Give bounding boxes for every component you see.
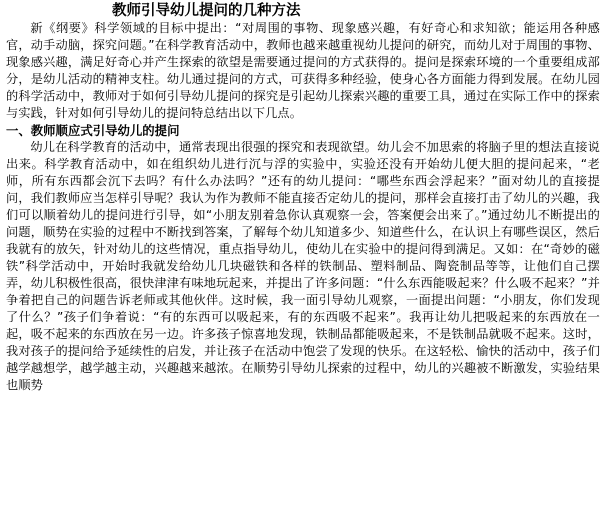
section-heading: 一、教师顺应式引导幼儿的提问 <box>6 123 180 138</box>
document-title: 教师引导幼儿提问的几种方法 <box>112 2 301 19</box>
intro-paragraph: 新《纲要》科学领域的目标中提出：“对周围的事物、现象感兴趣，有好奇心和求知欲；能运用各种感官，动手动脑，探究问题。”在科学教育活动中，教师也越来越重视幼儿提问的研究，而幼儿对于周围的事物、现象感兴趣，满足好奇心并产生探索的欲望是需要通过提问的方式获得的。提问是探索环境的一个重要组成部分，是幼儿活动的精神支柱。幼儿通过提问的方式，可获得多种经验，使身心各方面能力得到发展。在幼儿园的科学活动中，教师对于如何引导幼儿提问的探究是引起幼儿探索兴趣的重要工具，通过在实际工作中的探索与实践，针对如何引导幼儿的提问特总结出以下几点。 <box>6 21 600 120</box>
section-body-paragraph: 幼儿在科学教育的活动中，通常表现出很强的探究和表现欲望。幼儿会不加思索的将脑子里的想法直接说出来。科学教育活动中，如在组织幼儿进行沉与浮的实验中，实验还没有开始幼儿便大胆的提问起来，“老师，所有东西都会沉下去吗？有什么办法吗？”还有的幼儿提问：“哪些东西会浮起来？”面对幼儿的直接提问，我们教师应当怎样引导呢？我认为作为教师不能直接否定幼儿的提问，那样会直接打击了幼儿的兴趣，我们可以顺着幼儿的提问进行引导，如“小朋友别着急你认真观察一会，答案便会出来了。”通过幼儿不断提出的问题，顺势在实验的过程中不断找到答案，了解每个幼儿知道多少、知道些什么，在认识上有哪些误区，然后我就有的放矢，针对幼儿的这些情况，重点指导幼儿，使幼儿在实验中的提问得到满足。又如：在“奇妙的磁铁”科学活动中，开始时我就发给幼儿几块磁铁和各样的铁制品、塑料制品、陶瓷制品等等，让他们自己摆弄，幼儿积极性很高，很快津津有味地玩起来，并提出了许多问题：“什么东西能吸起来？什么吸不起来？”并争着把自己的问题告诉老师或其他伙伴。这时候，我一面引导幼儿观察，一面提出问题：“小朋友，你们发现了什么？”孩子们争着说：“有的东西可以吸起来，有的东西吸不起来”。我再让幼儿把吸起来的东西放在一起，吸不起来的东西放在另一边。许多孩子惊喜地发现，铁制品都能吸起来，不是铁制品就吸不起来。这时，我对孩子的提问给予延续性的启发，并让孩子在活动中饱尝了发现的快乐。在这轻松、愉快的活动中，孩子们越学越想学，越学越主动，兴趣越来越浓。在顺势引导幼儿探索的过程中，幼儿的兴趣被不断激发，实验结果也顺势 <box>6 140 600 392</box>
document-page <box>6 2 600 394</box>
